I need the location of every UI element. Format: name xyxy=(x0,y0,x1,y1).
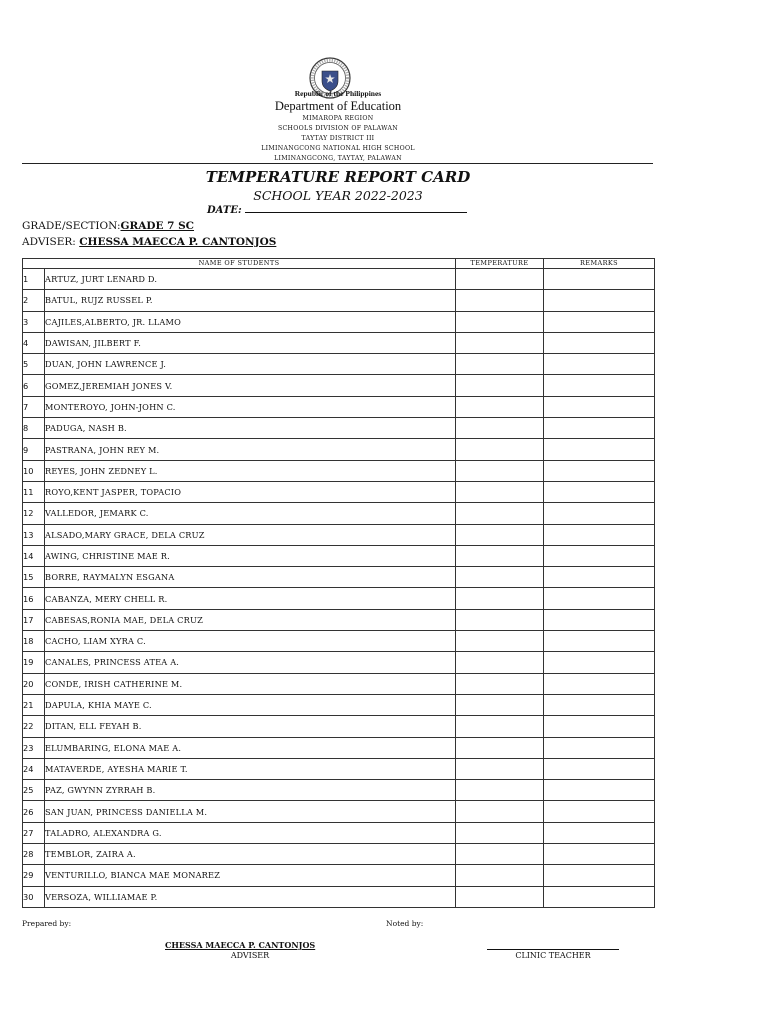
temperature-cell[interactable] xyxy=(456,567,544,588)
temperature-cell[interactable] xyxy=(456,716,544,737)
row-number: 14 xyxy=(23,545,45,566)
row-number: 24 xyxy=(23,758,45,779)
student-name: MONTEROYO, JOHN-JOHN C. xyxy=(45,396,456,417)
table-row xyxy=(23,609,655,630)
student-name: REYES, JOHN ZEDNEY L. xyxy=(45,460,456,481)
remarks-cell[interactable] xyxy=(544,439,655,460)
row-number: 6 xyxy=(23,375,45,396)
row-number: 26 xyxy=(23,801,45,822)
table-row xyxy=(23,716,655,737)
school-address: LIMINANGCONG, TAYTAY, PALAWAN xyxy=(274,155,402,162)
prepared-by-label: Prepared by: xyxy=(22,919,72,928)
remarks-cell[interactable] xyxy=(544,290,655,311)
row-number: 16 xyxy=(23,588,45,609)
student-name: GOMEZ,JEREMIAH JONES V. xyxy=(45,375,456,396)
table-row xyxy=(23,865,655,886)
remarks-cell[interactable] xyxy=(544,609,655,630)
temperature-cell[interactable] xyxy=(456,758,544,779)
table-row xyxy=(23,269,655,290)
student-name: CONDE, IRISH CATHERINE M. xyxy=(45,673,456,694)
temperature-cell[interactable] xyxy=(456,609,544,630)
temperature-cell[interactable] xyxy=(456,822,544,843)
table-row xyxy=(23,311,655,332)
temperature-cell[interactable] xyxy=(456,375,544,396)
temperature-cell[interactable] xyxy=(456,801,544,822)
noted-by-label: Noted by: xyxy=(386,919,424,928)
division-line: SCHOOLS DIVISION OF PALAWAN xyxy=(277,125,399,132)
temperature-cell[interactable] xyxy=(456,673,544,694)
table-row xyxy=(23,822,655,843)
row-number: 4 xyxy=(23,332,45,353)
date-blank-line xyxy=(245,203,467,213)
table-row xyxy=(23,631,655,652)
table-row xyxy=(23,844,655,865)
region-line: MIMAROPA REGION xyxy=(302,115,374,122)
row-number: 30 xyxy=(23,886,45,907)
table-row xyxy=(23,354,655,375)
table-row xyxy=(23,290,655,311)
table-row xyxy=(23,801,655,822)
student-name: BATUL, RUJZ RUSSEL P. xyxy=(45,290,456,311)
temperature-cell[interactable] xyxy=(456,481,544,502)
row-number: 23 xyxy=(23,737,45,758)
table-header-row xyxy=(23,259,655,269)
table-row xyxy=(23,780,655,801)
temperature-column-header: TEMPERATURE xyxy=(456,259,544,269)
department-name: Department of Education xyxy=(274,99,402,113)
remarks-cell[interactable] xyxy=(544,737,655,758)
name-column-header: NAME OF STUDENTS xyxy=(23,259,456,269)
temperature-cell[interactable] xyxy=(456,332,544,353)
table-row xyxy=(23,567,655,588)
remarks-cell[interactable] xyxy=(544,396,655,417)
table-row xyxy=(23,758,655,779)
remarks-column-header: REMARKS xyxy=(544,259,655,269)
temperature-cell[interactable] xyxy=(456,460,544,481)
temperature-cell[interactable] xyxy=(456,503,544,524)
adviser-role: ADVISER xyxy=(230,951,270,960)
row-number: 7 xyxy=(23,396,45,417)
remarks-cell[interactable] xyxy=(544,822,655,843)
student-table-body xyxy=(23,269,655,908)
clinic-teacher-role: CLINIC TEACHER xyxy=(515,951,591,960)
row-number: 19 xyxy=(23,652,45,673)
student-name: BORRE, RAYMALYN ESGANA xyxy=(45,567,456,588)
table-row xyxy=(23,332,655,353)
remarks-cell[interactable] xyxy=(544,652,655,673)
remarks-cell[interactable] xyxy=(544,716,655,737)
temperature-cell[interactable] xyxy=(456,396,544,417)
temperature-cell[interactable] xyxy=(456,631,544,652)
row-number: 2 xyxy=(23,290,45,311)
student-name: TALADRO, ALEXANDRA G. xyxy=(45,822,456,843)
district-line: TAYTAY DISTRICT III xyxy=(301,135,375,142)
temperature-cell[interactable] xyxy=(456,354,544,375)
table-row xyxy=(23,418,655,439)
temperature-cell[interactable] xyxy=(456,865,544,886)
remarks-cell[interactable] xyxy=(544,460,655,481)
grade-value: GRADE 7 SC xyxy=(120,220,195,232)
remarks-cell[interactable] xyxy=(544,503,655,524)
student-name: SAN JUAN, PRINCESS DANIELLA M. xyxy=(45,801,456,822)
header-divider xyxy=(22,163,653,164)
table-row xyxy=(23,673,655,694)
remarks-cell[interactable] xyxy=(544,311,655,332)
remarks-cell[interactable] xyxy=(544,844,655,865)
remarks-cell[interactable] xyxy=(544,886,655,907)
student-name: DITAN, ELL FEYAH B. xyxy=(45,716,456,737)
student-name: CABANZA, MERY CHELL R. xyxy=(45,588,456,609)
row-number: 29 xyxy=(23,865,45,886)
student-name: CABESAS,RONIA MAE, DELA CRUZ xyxy=(45,609,456,630)
student-name: DAPULA, KHIA MAYE C. xyxy=(45,694,456,715)
student-name: ARTUZ, JURT LENARD D. xyxy=(45,269,456,290)
student-name: MATAVERDE, AYESHA MARIE T. xyxy=(45,758,456,779)
student-name: PAZ, GWYNN ZYRRAH B. xyxy=(45,780,456,801)
row-number: 9 xyxy=(23,439,45,460)
date-label: DATE: xyxy=(207,205,242,216)
student-name: VERSOZA, WILLIAMAE P. xyxy=(45,886,456,907)
table-row xyxy=(23,694,655,715)
remarks-cell[interactable] xyxy=(544,269,655,290)
student-table xyxy=(22,258,655,908)
temperature-cell[interactable] xyxy=(456,418,544,439)
remarks-cell[interactable] xyxy=(544,865,655,886)
page-title: TEMPERATURE REPORT CARD xyxy=(205,168,471,186)
table-row xyxy=(23,375,655,396)
row-number: 10 xyxy=(23,460,45,481)
row-number: 22 xyxy=(23,716,45,737)
student-name: CAJILES,ALBERTO, JR. LLAMO xyxy=(45,311,456,332)
remarks-cell[interactable] xyxy=(544,545,655,566)
temperature-cell[interactable] xyxy=(456,780,544,801)
student-name: PADUGA, NASH B. xyxy=(45,418,456,439)
remarks-cell[interactable] xyxy=(544,418,655,439)
table-row xyxy=(23,886,655,907)
school-name: LIMINANGCONG NATIONAL HIGH SCHOOL xyxy=(261,145,415,152)
remarks-cell[interactable] xyxy=(544,567,655,588)
temperature-cell[interactable] xyxy=(456,694,544,715)
remarks-cell[interactable] xyxy=(544,375,655,396)
table-row xyxy=(23,524,655,545)
row-number: 17 xyxy=(23,609,45,630)
date-field[interactable] xyxy=(207,203,467,216)
row-number: 15 xyxy=(23,567,45,588)
row-number: 5 xyxy=(23,354,45,375)
row-number: 12 xyxy=(23,503,45,524)
student-name: PASTRANA, JOHN REY M. xyxy=(45,439,456,460)
row-number: 13 xyxy=(23,524,45,545)
table-row xyxy=(23,396,655,417)
remarks-cell[interactable] xyxy=(544,801,655,822)
remarks-cell[interactable] xyxy=(544,758,655,779)
row-number: 8 xyxy=(23,418,45,439)
table-row xyxy=(23,737,655,758)
student-name: VALLEDOR, JEMARK C. xyxy=(45,503,456,524)
remarks-cell[interactable] xyxy=(544,673,655,694)
temperature-cell[interactable] xyxy=(456,588,544,609)
table-row xyxy=(23,439,655,460)
adviser-label: ADVISER: xyxy=(22,236,76,248)
student-name: AWING, CHRISTINE MAE R. xyxy=(45,545,456,566)
row-number: 1 xyxy=(23,269,45,290)
table-row xyxy=(23,545,655,566)
adviser-signature-name: CHESSA MAECCA P. CANTONJOS xyxy=(165,940,316,950)
student-name: CANALES, PRINCESS ATEA A. xyxy=(45,652,456,673)
table-row xyxy=(23,588,655,609)
temperature-cell[interactable] xyxy=(456,524,544,545)
adviser-line xyxy=(22,236,276,248)
temperature-cell[interactable] xyxy=(456,545,544,566)
row-number: 3 xyxy=(23,311,45,332)
student-name: DAWISAN, JILBERT F. xyxy=(45,332,456,353)
school-year: SCHOOL YEAR 2022-2023 xyxy=(253,188,423,203)
remarks-cell[interactable] xyxy=(544,588,655,609)
student-name: DUAN, JOHN LAWRENCE J. xyxy=(45,354,456,375)
temperature-cell[interactable] xyxy=(456,311,544,332)
clinic-signature-line xyxy=(487,949,619,950)
grade-section xyxy=(22,220,194,232)
adviser-value: CHESSA MAECCA P. CANTONJOS xyxy=(79,236,277,248)
student-name: CACHO, LIAM XYRA C. xyxy=(45,631,456,652)
grade-label: GRADE/SECTION: xyxy=(22,220,121,232)
row-number: 27 xyxy=(23,822,45,843)
temperature-cell[interactable] xyxy=(456,737,544,758)
row-number: 11 xyxy=(23,481,45,502)
remarks-cell[interactable] xyxy=(544,481,655,502)
table-row xyxy=(23,481,655,502)
student-name: TEMBLOR, ZAIRA A. xyxy=(45,844,456,865)
row-number: 21 xyxy=(23,694,45,715)
remarks-cell[interactable] xyxy=(544,354,655,375)
row-number: 18 xyxy=(23,631,45,652)
remarks-cell[interactable] xyxy=(544,780,655,801)
temperature-cell[interactable] xyxy=(456,886,544,907)
row-number: 25 xyxy=(23,780,45,801)
table-row xyxy=(23,460,655,481)
student-name: ALSADO,MARY GRACE, DELA CRUZ xyxy=(45,524,456,545)
republic-line: Republic of the Philippines xyxy=(294,89,382,98)
student-name: ROYO,KENT JASPER, TOPACIO xyxy=(45,481,456,502)
student-name: ELUMBARING, ELONA MAE A. xyxy=(45,737,456,758)
temperature-cell[interactable] xyxy=(456,269,544,290)
temperature-cell[interactable] xyxy=(456,652,544,673)
temperature-cell[interactable] xyxy=(456,290,544,311)
row-number: 20 xyxy=(23,673,45,694)
temperature-cell[interactable] xyxy=(456,844,544,865)
remarks-cell[interactable] xyxy=(544,524,655,545)
remarks-cell[interactable] xyxy=(544,694,655,715)
remarks-cell[interactable] xyxy=(544,332,655,353)
table-row xyxy=(23,652,655,673)
remarks-cell[interactable] xyxy=(544,631,655,652)
row-number: 28 xyxy=(23,844,45,865)
student-name: VENTURILLO, BIANCA MAE MONAREZ xyxy=(45,865,456,886)
table-row xyxy=(23,503,655,524)
temperature-cell[interactable] xyxy=(456,439,544,460)
